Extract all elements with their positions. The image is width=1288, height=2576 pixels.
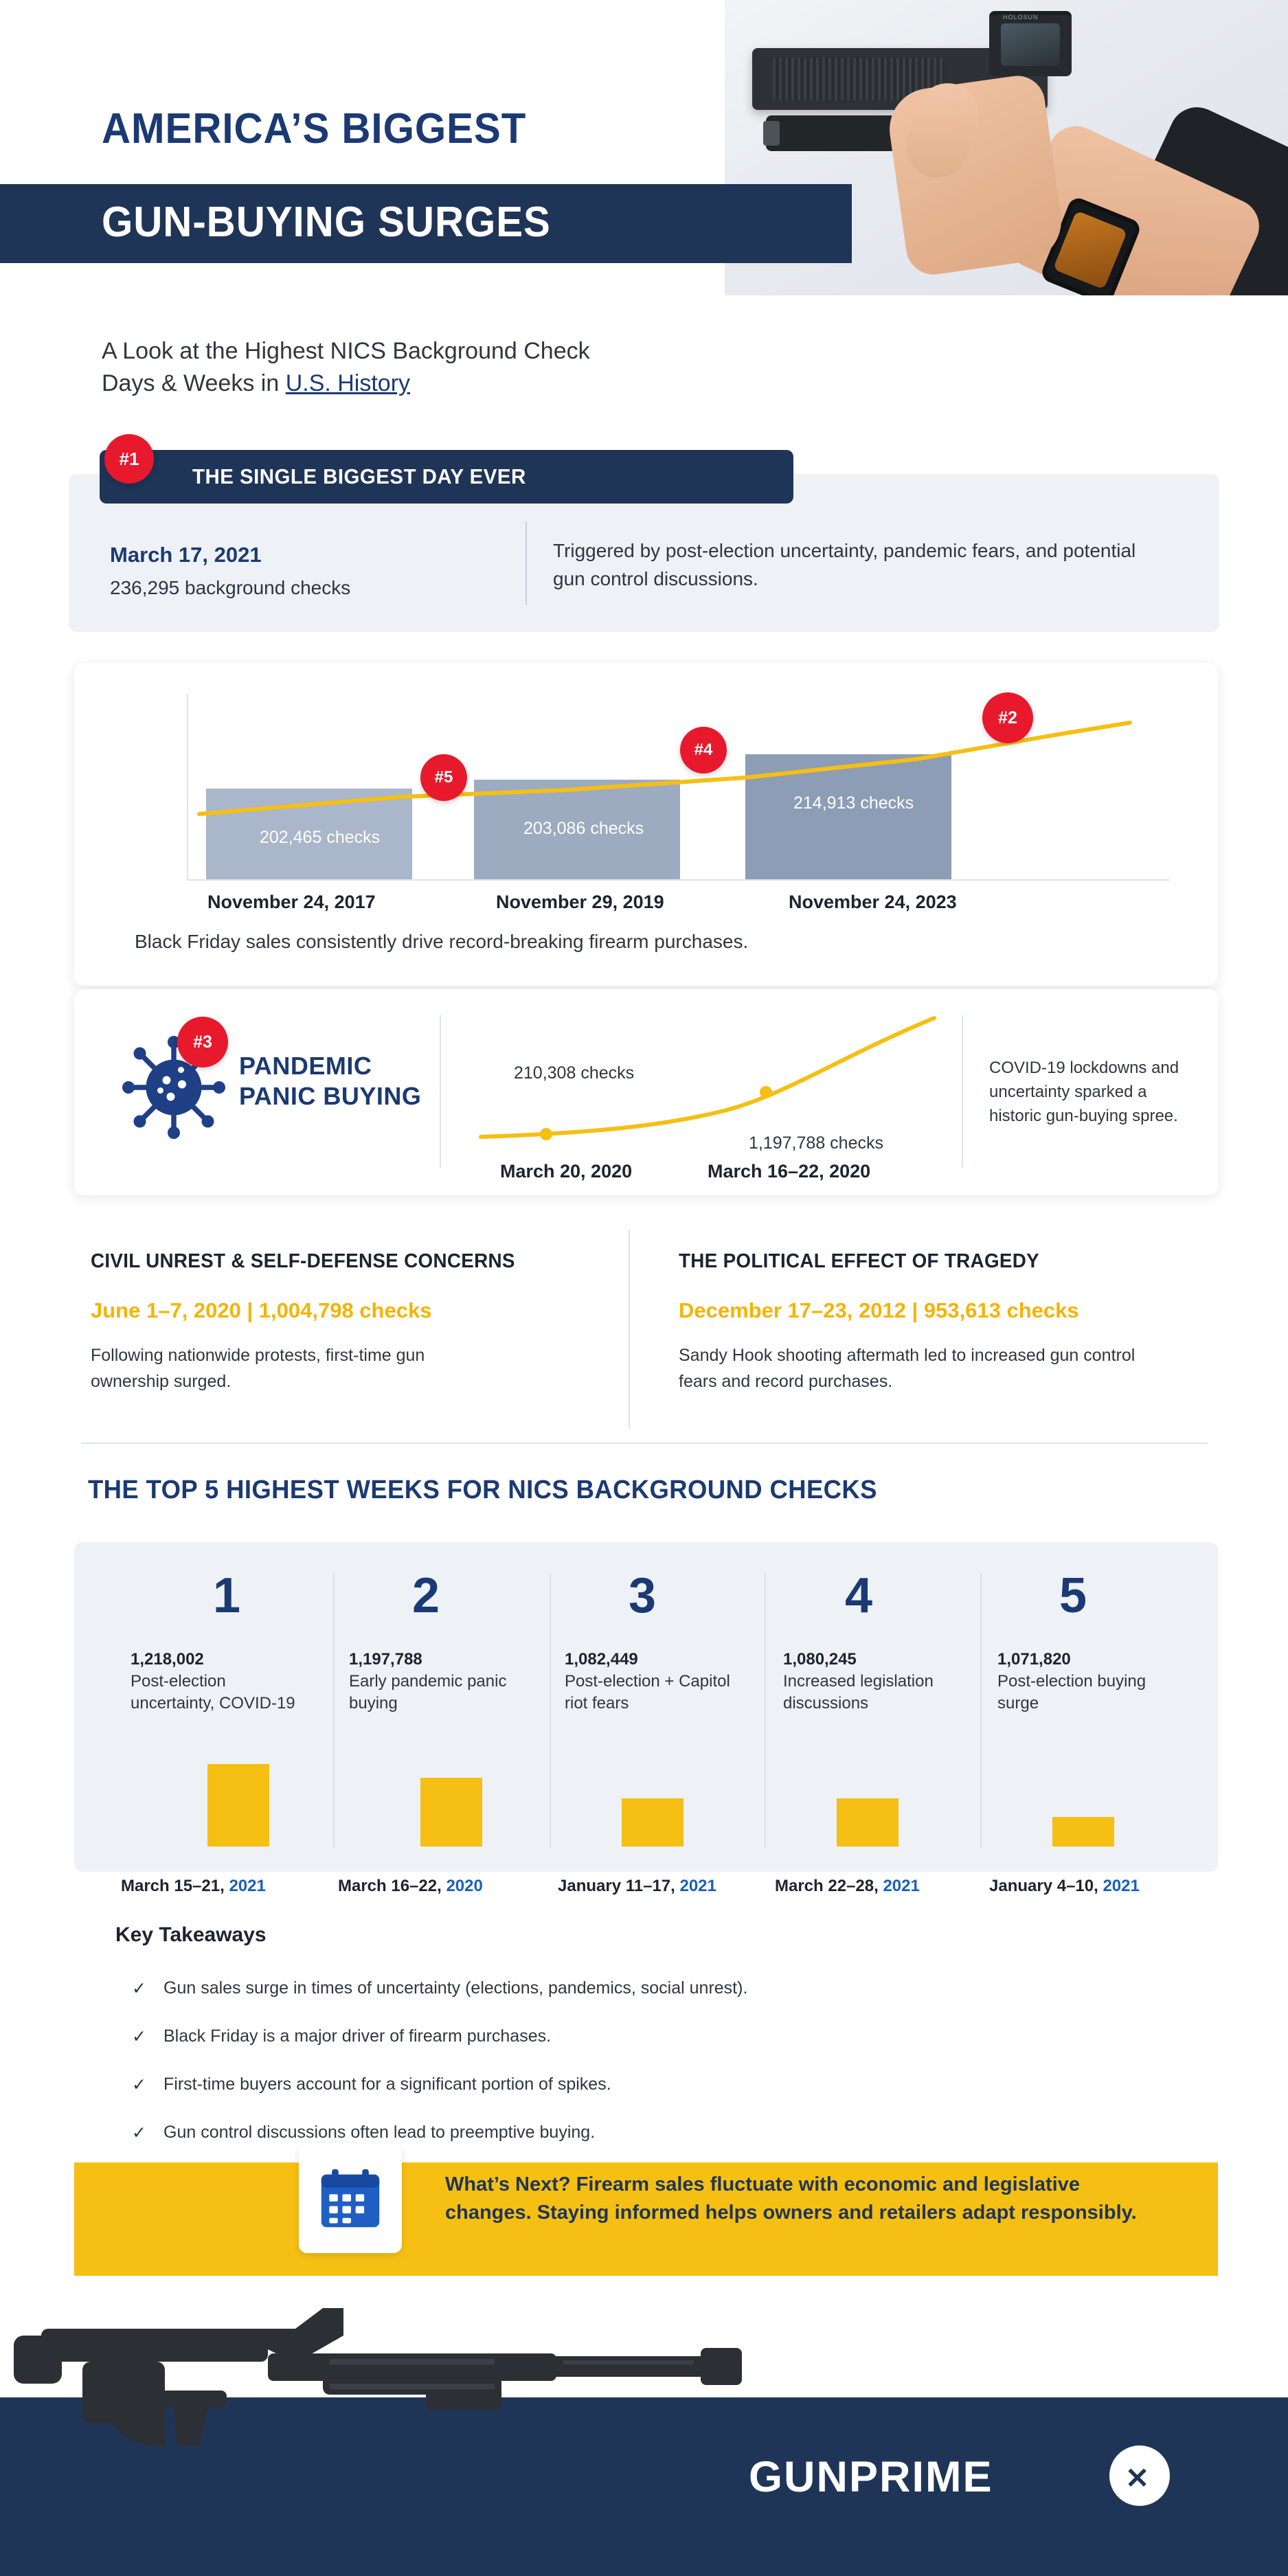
civil-unrest-body: Following nationwide protests, first-time gun ownership surged.: [91, 1346, 425, 1391]
two-column-bottom-rule: [81, 1443, 1208, 1444]
rank-badge-1: #1: [104, 434, 154, 484]
top5-date-2-year: 2020: [446, 1877, 483, 1895]
top5-date-4: [775, 1877, 920, 1896]
top5-bar-3: [622, 1798, 683, 1846]
top5-bar-5: [1052, 1817, 1114, 1846]
takeaway-item-1: Gun sales surge in times of uncertainty (elections, pandemics, social unrest).: [163, 1978, 748, 1998]
top5-desc-4: Increased legislation discussions: [783, 1672, 934, 1713]
top5-date-5-text: January 4–10,: [989, 1877, 1103, 1895]
footer-logo: GUNPRIME: [749, 2453, 993, 2501]
political-tragedy-stat: December 17–23, 2012 | 953,613 checks: [679, 1298, 1079, 1322]
calendar-icon: [317, 2165, 383, 2231]
two-column-divider: [629, 1230, 630, 1429]
top5-number-3: 1,082,449: [565, 1650, 638, 1669]
pandemic-title-line1: PANDEMIC: [239, 1052, 372, 1080]
top5-title: THE TOP 5 HIGHEST WEEKS FOR NICS BACKGROUND CHECKS: [88, 1476, 877, 1504]
top5-desc-5: Post-election buying surge: [997, 1672, 1146, 1713]
takeaway-item-4: Gun control discussions often lead to preemptive buying.: [163, 2123, 596, 2142]
top5-rank-4: 4: [844, 1568, 873, 1623]
rank-badge-4: #4: [680, 727, 727, 773]
top5-bar-4: [837, 1798, 899, 1846]
optic-brand-label: HOLOSUN: [1003, 14, 1039, 21]
rank-badge-3: #3: [177, 1017, 228, 1067]
rank-badge-2: #2: [982, 692, 1033, 743]
check-icon-2: ✓: [132, 2027, 146, 2046]
check-icon-4: ✓: [132, 2123, 146, 2143]
top5-date-2-text: March 16–22,: [338, 1877, 447, 1895]
top5-rank-1: 1: [212, 1568, 241, 1623]
pandemic-point-b-date: March 16–22, 2020: [708, 1161, 871, 1182]
biggest-day-description: Triggered by post-election uncertainty, pandemic fears, and potential gun control discussions.: [553, 540, 1136, 589]
pandemic-divider-right: [962, 1015, 963, 1168]
top5-date-3: [558, 1877, 716, 1896]
top5-desc-1: Post-election uncertainty, COVID-19: [131, 1672, 295, 1713]
subtitle-line1: A Look at the Highest NICS Background Check: [102, 338, 590, 364]
top5-number-1: 1,218,002: [131, 1650, 204, 1669]
pandemic-divider-left: [440, 1015, 441, 1168]
black-friday-bar-3: [745, 754, 951, 879]
pandemic-title: [239, 1051, 421, 1111]
political-tragedy-heading: THE POLITICAL EFFECT OF TRAGEDY: [679, 1250, 1040, 1272]
black-friday-value-3: 214,913 checks: [793, 793, 914, 813]
rifle-illustration: [0, 2287, 797, 2562]
black-friday-value-2: 203,086 checks: [523, 819, 644, 838]
subtitle-line2: Days & Weeks in: [102, 370, 286, 396]
weapon-light-lens: [763, 121, 780, 146]
top5-rank-2: 2: [411, 1568, 440, 1623]
black-friday-x-axis: [187, 879, 1169, 881]
pandemic-point-a-date: March 20, 2020: [500, 1161, 633, 1182]
biggest-day-heading: THE SINGLE BIGGEST DAY EVER: [192, 464, 526, 488]
top5-date-5: [989, 1877, 1140, 1896]
hero-section: [0, 0, 1288, 323]
weapon-light: [766, 115, 896, 151]
black-friday-date-3: November 24, 2023: [789, 892, 957, 912]
cta-text: What’s Next? Firearm sales fluctuate with economic and legislative changes. Staying informed helps owners and retailers adapt responsibly.: [445, 2173, 1137, 2224]
top5-date-3-text: January 11–17,: [558, 1877, 680, 1895]
subtitle-link[interactable]: U.S. History: [285, 370, 411, 396]
black-friday-date-1: November 24, 2017: [207, 892, 376, 912]
top5-bar-2: [420, 1778, 482, 1846]
top5-date-3-year: 2021: [679, 1877, 716, 1895]
key-takeaways-title: Key Takeaways: [115, 1923, 267, 1946]
top5-date-5-year: 2021: [1103, 1877, 1140, 1895]
top5-date-2: [338, 1877, 483, 1896]
top5-rank-5: 5: [1059, 1568, 1087, 1623]
top5-number-4: 1,080,245: [783, 1650, 857, 1669]
top5-rank-3: 3: [628, 1568, 657, 1623]
check-icon-1: ✓: [132, 1979, 146, 1998]
top5-bar-1: [207, 1764, 269, 1846]
civil-unrest-stat: June 1–7, 2020 | 1,004,798 checks: [91, 1298, 432, 1322]
page-title-line2: GUN-BUYING SURGES: [102, 199, 551, 246]
top5-number-2: 1,197,788: [349, 1650, 422, 1669]
top5-date-4-text: March 22–28,: [775, 1877, 883, 1895]
civil-unrest-heading: CIVIL UNREST & SELF-DEFENSE CONCERNS: [91, 1250, 515, 1272]
top5-desc-3: Post-election + Capitol riot fears: [565, 1672, 730, 1713]
rank-badge-5: #5: [420, 754, 467, 801]
pandemic-title-line2: PANIC BUYING: [239, 1081, 422, 1110]
top5-date-4-year: 2021: [883, 1877, 920, 1895]
page-subtitle: [102, 335, 789, 400]
biggest-day-divider: [526, 522, 527, 605]
biggest-day-date: March 17, 2021: [110, 543, 262, 567]
logo-x-icon: ✕: [1125, 2462, 1150, 2494]
takeaway-item-2: Black Friday is a major driver of firearm purchases.: [163, 2026, 552, 2046]
optic-glass: [1001, 23, 1060, 66]
political-tragedy-body: Sandy Hook shooting aftermath led to increased gun control fears and record purchases.: [679, 1346, 1136, 1391]
black-friday-value-1: 202,465 checks: [260, 828, 381, 847]
top5-date-1: [121, 1877, 266, 1896]
top5-desc-2: Early pandemic panic buying: [349, 1672, 507, 1713]
page-title-line1: AMERICA’S BIGGEST: [102, 105, 527, 152]
black-friday-date-2: November 29, 2019: [496, 892, 664, 912]
pandemic-point-b-label: 1,197,788 checks: [749, 1133, 883, 1153]
top5-number-5: 1,071,820: [997, 1650, 1071, 1669]
top5-date-1-text: March 15–21,: [121, 1877, 229, 1895]
black-friday-note: Black Friday sales consistently drive record-breaking firearm purchases.: [135, 931, 749, 952]
pandemic-description: COVID-19 lockdowns and uncertainty sparked a historic gun-buying spree.: [989, 1059, 1179, 1125]
black-friday-y-axis: [187, 694, 188, 879]
top5-date-1-year: 2021: [229, 1877, 266, 1895]
biggest-day-checks: 236,295 background checks: [110, 577, 351, 598]
takeaway-item-3: First-time buyers account for a significant portion of spikes.: [163, 2075, 611, 2094]
check-icon-3: ✓: [132, 2075, 146, 2094]
pandemic-point-a-label: 210,308 checks: [514, 1063, 635, 1083]
